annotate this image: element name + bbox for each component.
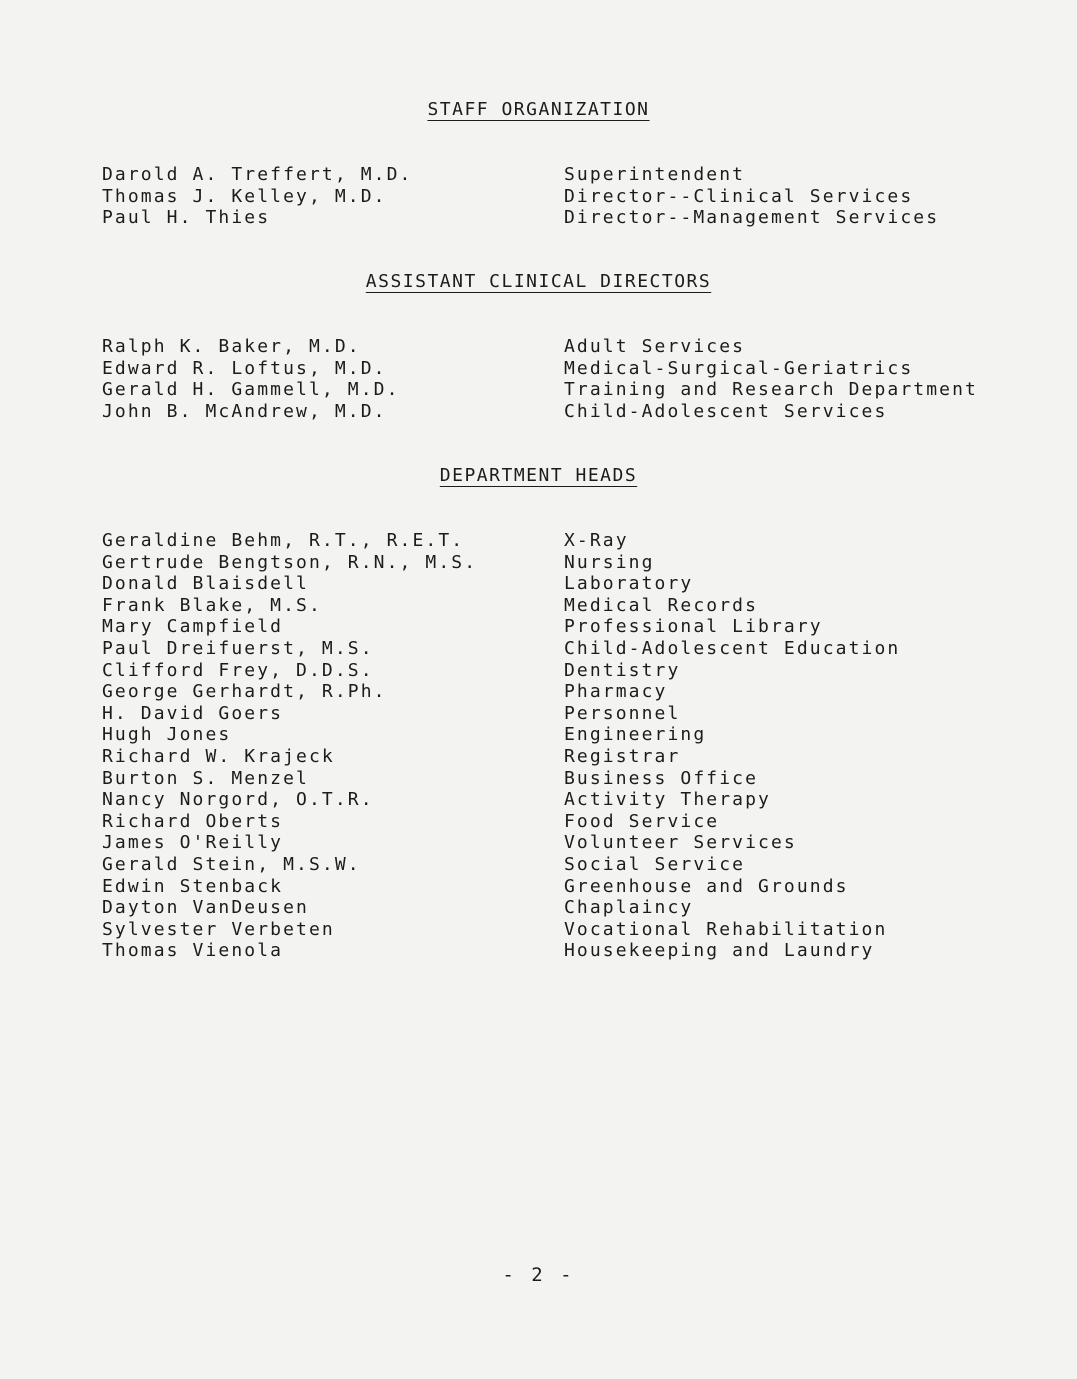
position-title: Food Service [564, 810, 720, 832]
person-name: Gertrude Bengtson, R.N., M.S. [102, 551, 478, 573]
page-number: - 2 - [502, 1264, 575, 1286]
position-title: Laboratory [564, 573, 694, 595]
person-name: Geraldine Behm, R.T., R.E.T. [102, 530, 465, 551]
list-row [0, 768, 1077, 790]
position-title: Social Service [564, 853, 746, 875]
position-title: Personnel [564, 702, 681, 724]
list-row [0, 552, 1077, 574]
position-title: Nursing [564, 551, 655, 573]
person-name: Sylvester Verbeten [102, 918, 335, 940]
person-name: Nancy Norgord, O.T.R. [102, 789, 374, 811]
position-title: Director--Clinical Services [564, 185, 914, 207]
person-name: Edwin Stenback [102, 875, 284, 897]
list-row [0, 919, 1077, 941]
position-title: Director--Management Services [564, 207, 940, 229]
list-row [0, 401, 1077, 423]
list-row [0, 897, 1077, 919]
position-title: Superintendent [564, 164, 746, 185]
position-title: Engineering [564, 724, 707, 746]
staff-organization-heading: STAFF ORGANIZATION [427, 99, 650, 120]
list-row [0, 811, 1077, 833]
position-title: Registrar [564, 745, 681, 767]
position-title: Greenhouse and Grounds [564, 875, 849, 897]
list-row [0, 530, 1077, 552]
list-row [0, 616, 1077, 638]
person-name: Gerald H. Gammell, M.D. [102, 379, 400, 401]
position-title: Child-Adolescent Services [564, 400, 888, 422]
list-row [0, 164, 1077, 186]
position-title: Dentistry [564, 659, 681, 681]
list-row [0, 940, 1077, 962]
person-name: Thomas J. Kelley, M.D. [102, 185, 387, 207]
person-name: Edward R. Loftus, M.D. [102, 357, 387, 379]
position-title: Activity Therapy [564, 789, 771, 811]
department-heads-heading: DEPARTMENT HEADS [439, 465, 638, 486]
staff-organization-list [0, 164, 1077, 229]
position-title: Medical-Surgical-Geriatrics [564, 357, 914, 379]
assistant-clinical-directors-heading: ASSISTANT CLINICAL DIRECTORS [365, 271, 712, 292]
person-name: Dayton VanDeusen [102, 897, 309, 919]
position-title: Training and Research Department [564, 379, 978, 401]
list-row [0, 876, 1077, 898]
list-row [0, 724, 1077, 746]
list-row [0, 379, 1077, 401]
assistant-clinical-directors-list [0, 336, 1077, 422]
person-name: Gerald Stein, M.S.W. [102, 853, 361, 875]
position-title: Medical Records [564, 594, 759, 616]
list-row [0, 746, 1077, 768]
position-title: Child-Adolescent Education [564, 637, 901, 659]
position-title: Chaplaincy [564, 897, 694, 919]
position-title: Adult Services [564, 336, 746, 357]
person-name: Ralph K. Baker, M.D. [102, 336, 361, 357]
person-name: John B. McAndrew, M.D. [102, 400, 387, 422]
person-name: George Gerhardt, R.Ph. [102, 681, 387, 703]
list-row [0, 595, 1077, 617]
list-row [0, 207, 1077, 229]
list-row [0, 703, 1077, 725]
list-row [0, 358, 1077, 380]
position-title: Volunteer Services [564, 832, 797, 854]
position-title: Professional Library [564, 616, 823, 638]
person-name: Burton S. Menzel [102, 767, 309, 789]
position-title: Housekeeping and Laundry [564, 940, 875, 962]
person-name: Richard Oberts [102, 810, 284, 832]
list-row [0, 638, 1077, 660]
person-name: Richard W. Krajeck [102, 745, 335, 767]
person-name: Paul H. Thies [102, 207, 271, 229]
department-heads-list [0, 530, 1077, 962]
person-name: H. David Goers [102, 702, 284, 724]
list-row [0, 573, 1077, 595]
position-title: Vocational Rehabilitation [564, 918, 888, 940]
person-name: Clifford Frey, D.D.S. [102, 659, 374, 681]
person-name: Darold A. Treffert, M.D. [102, 164, 413, 185]
position-title: Pharmacy [564, 681, 668, 703]
list-row [0, 832, 1077, 854]
list-row [0, 854, 1077, 876]
person-name: Mary Campfield [102, 616, 284, 638]
person-name: Paul Dreifuerst, M.S. [102, 637, 374, 659]
position-title: X-Ray [564, 530, 629, 551]
list-row [0, 660, 1077, 682]
person-name: Hugh Jones [102, 724, 232, 746]
list-row [0, 789, 1077, 811]
list-row [0, 681, 1077, 703]
list-row [0, 186, 1077, 208]
person-name: Thomas Vienola [102, 940, 284, 962]
person-name: James O'Reilly [102, 832, 284, 854]
position-title: Business Office [564, 767, 759, 789]
person-name: Frank Blake, M.S. [102, 594, 322, 616]
person-name: Donald Blaisdell [102, 573, 309, 595]
list-row [0, 336, 1077, 358]
